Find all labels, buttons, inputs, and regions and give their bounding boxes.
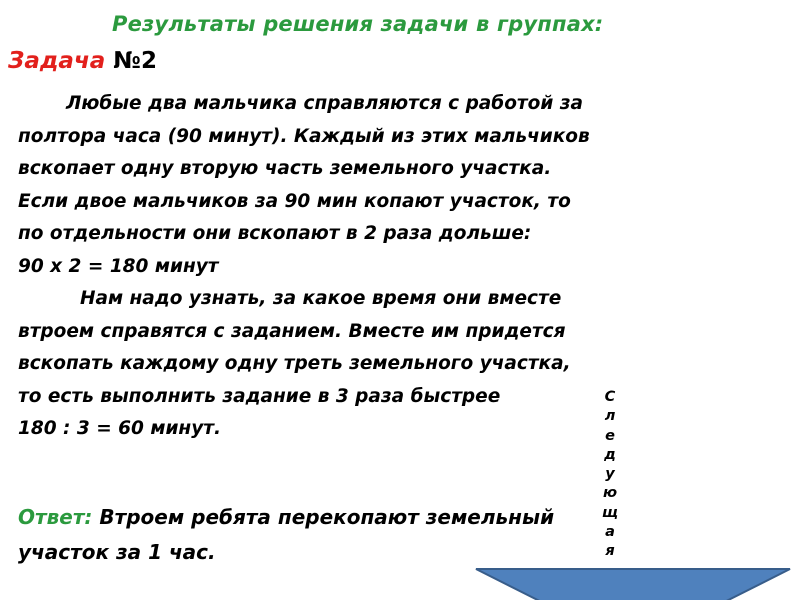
answer-text-line1: Втроем ребята перекопают земельный [99, 505, 555, 529]
solution-line: Нам надо узнать, за какое время они вместе [80, 288, 562, 309]
solution-line: то есть выполнить задание в 3 раза быстрее [18, 385, 501, 407]
solution-text [18, 88, 758, 446]
next-letter: у [605, 466, 615, 483]
next-letter: я [605, 543, 615, 560]
solution-line: по отдельности они вскопают в 2 раза дольше: [18, 223, 532, 244]
solution-line: вскопать каждому одну треть земельного участка, [18, 353, 571, 374]
task-heading [8, 48, 157, 74]
next-letter: ю [602, 485, 618, 502]
answer-text-line2: участок за 1 час. [18, 540, 216, 564]
solution-line: втроем справятся с заданием. Вместе им придется [18, 320, 566, 342]
next-slide-label[interactable] [598, 388, 622, 562]
down-arrow-icon [474, 568, 792, 600]
solution-line: полтора часа (90 минут). Каждый из этих мальчиков [18, 125, 590, 147]
solution-line: Любые два мальчика справляются с работой за [66, 93, 583, 114]
answer-label: Ответ: [18, 505, 93, 529]
arrow-shape [476, 569, 790, 600]
next-letter: а [605, 524, 615, 541]
next-letter: С [604, 389, 616, 405]
solution-line: Если двое мальчиков за 90 мин копают участок, то [18, 190, 571, 212]
next-letter: д [604, 446, 616, 463]
task-label: Задача [8, 48, 106, 74]
slide-title: Результаты решения задачи в группах: [112, 12, 604, 36]
task-number: №2 [113, 48, 157, 74]
answer-block [18, 500, 778, 570]
solution-line: вскопает одну вторую часть земельного участка. [18, 158, 552, 179]
next-letter: л [604, 408, 616, 425]
next-letter: щ [601, 504, 619, 521]
next-slide-button[interactable] [474, 568, 792, 600]
next-letter: е [605, 427, 615, 444]
solution-line: 180 : 3 = 60 минут. [18, 418, 222, 439]
solution-line: 90 х 2 = 180 минут [18, 255, 219, 277]
